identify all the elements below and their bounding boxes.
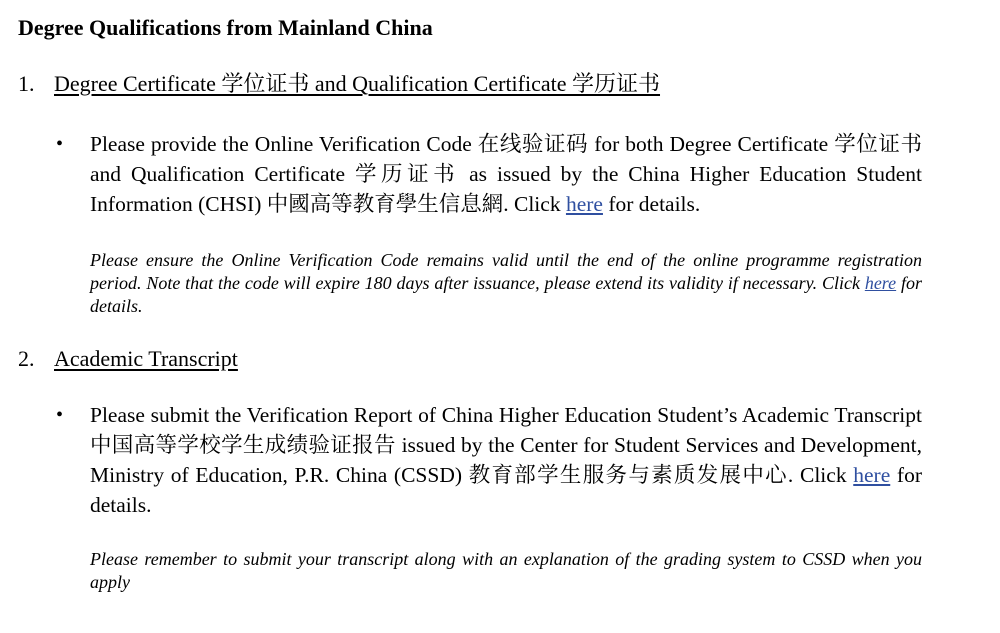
section-2-note: Please remember to submit your transcript along with an explanation of the grading system to CSSD when you apply: [90, 549, 922, 592]
section-1-title: Degree Certificate 学位证书 and Qualification Certificate 学历证书: [54, 71, 661, 96]
section-1-bullet-paragraph: [90, 129, 922, 219]
section-2-bullet-icon: •: [56, 404, 64, 426]
section-1-note-here-link[interactable]: here: [864, 273, 897, 293]
section-1-bullet-icon: •: [56, 133, 64, 155]
section-2-title: Academic Transcript: [54, 346, 238, 371]
section-1-number: 1.: [18, 71, 35, 96]
section-1-note-text-end: for details.: [90, 273, 922, 316]
section-2-number: 2.: [18, 346, 35, 371]
section-2-bullet-text-end: for details.: [90, 463, 922, 517]
section-2-here-link[interactable]: here: [853, 463, 891, 487]
section-1-note: [90, 249, 922, 318]
page-title: Degree Qualifications from Mainland China: [18, 15, 433, 40]
section-2-bullet-paragraph: [90, 400, 922, 520]
section-1-bullet-text: Please provide the Online Verification Code 在线验证码 for both Degree Certificate 学位证书 and Qualification Certificate 学历证书 as issued by the China Higher Education Student Information (CHSI) 中國高等教育學生信息網. Click: [90, 132, 922, 216]
section-1-note-text: Please ensure the Online Verification Code remains valid until the end of the online programme registration period. Note that the code will expire 180 days after issuance, please extend its validity if necessary. Click: [90, 250, 922, 293]
section-1-bullet-text-end: for details.: [602, 192, 701, 216]
section-1-here-link[interactable]: here: [565, 192, 603, 216]
section-2-bullet-text: Please submit the Verification Report of China Higher Education Student’s Academic Transcript 中国高等学校学生成绩验证报告 issued by the Center for Student Services and Development, Ministry of Education, P.R. China (CSSD) 教育部学生服务与素质发展中心. Click: [90, 403, 922, 487]
